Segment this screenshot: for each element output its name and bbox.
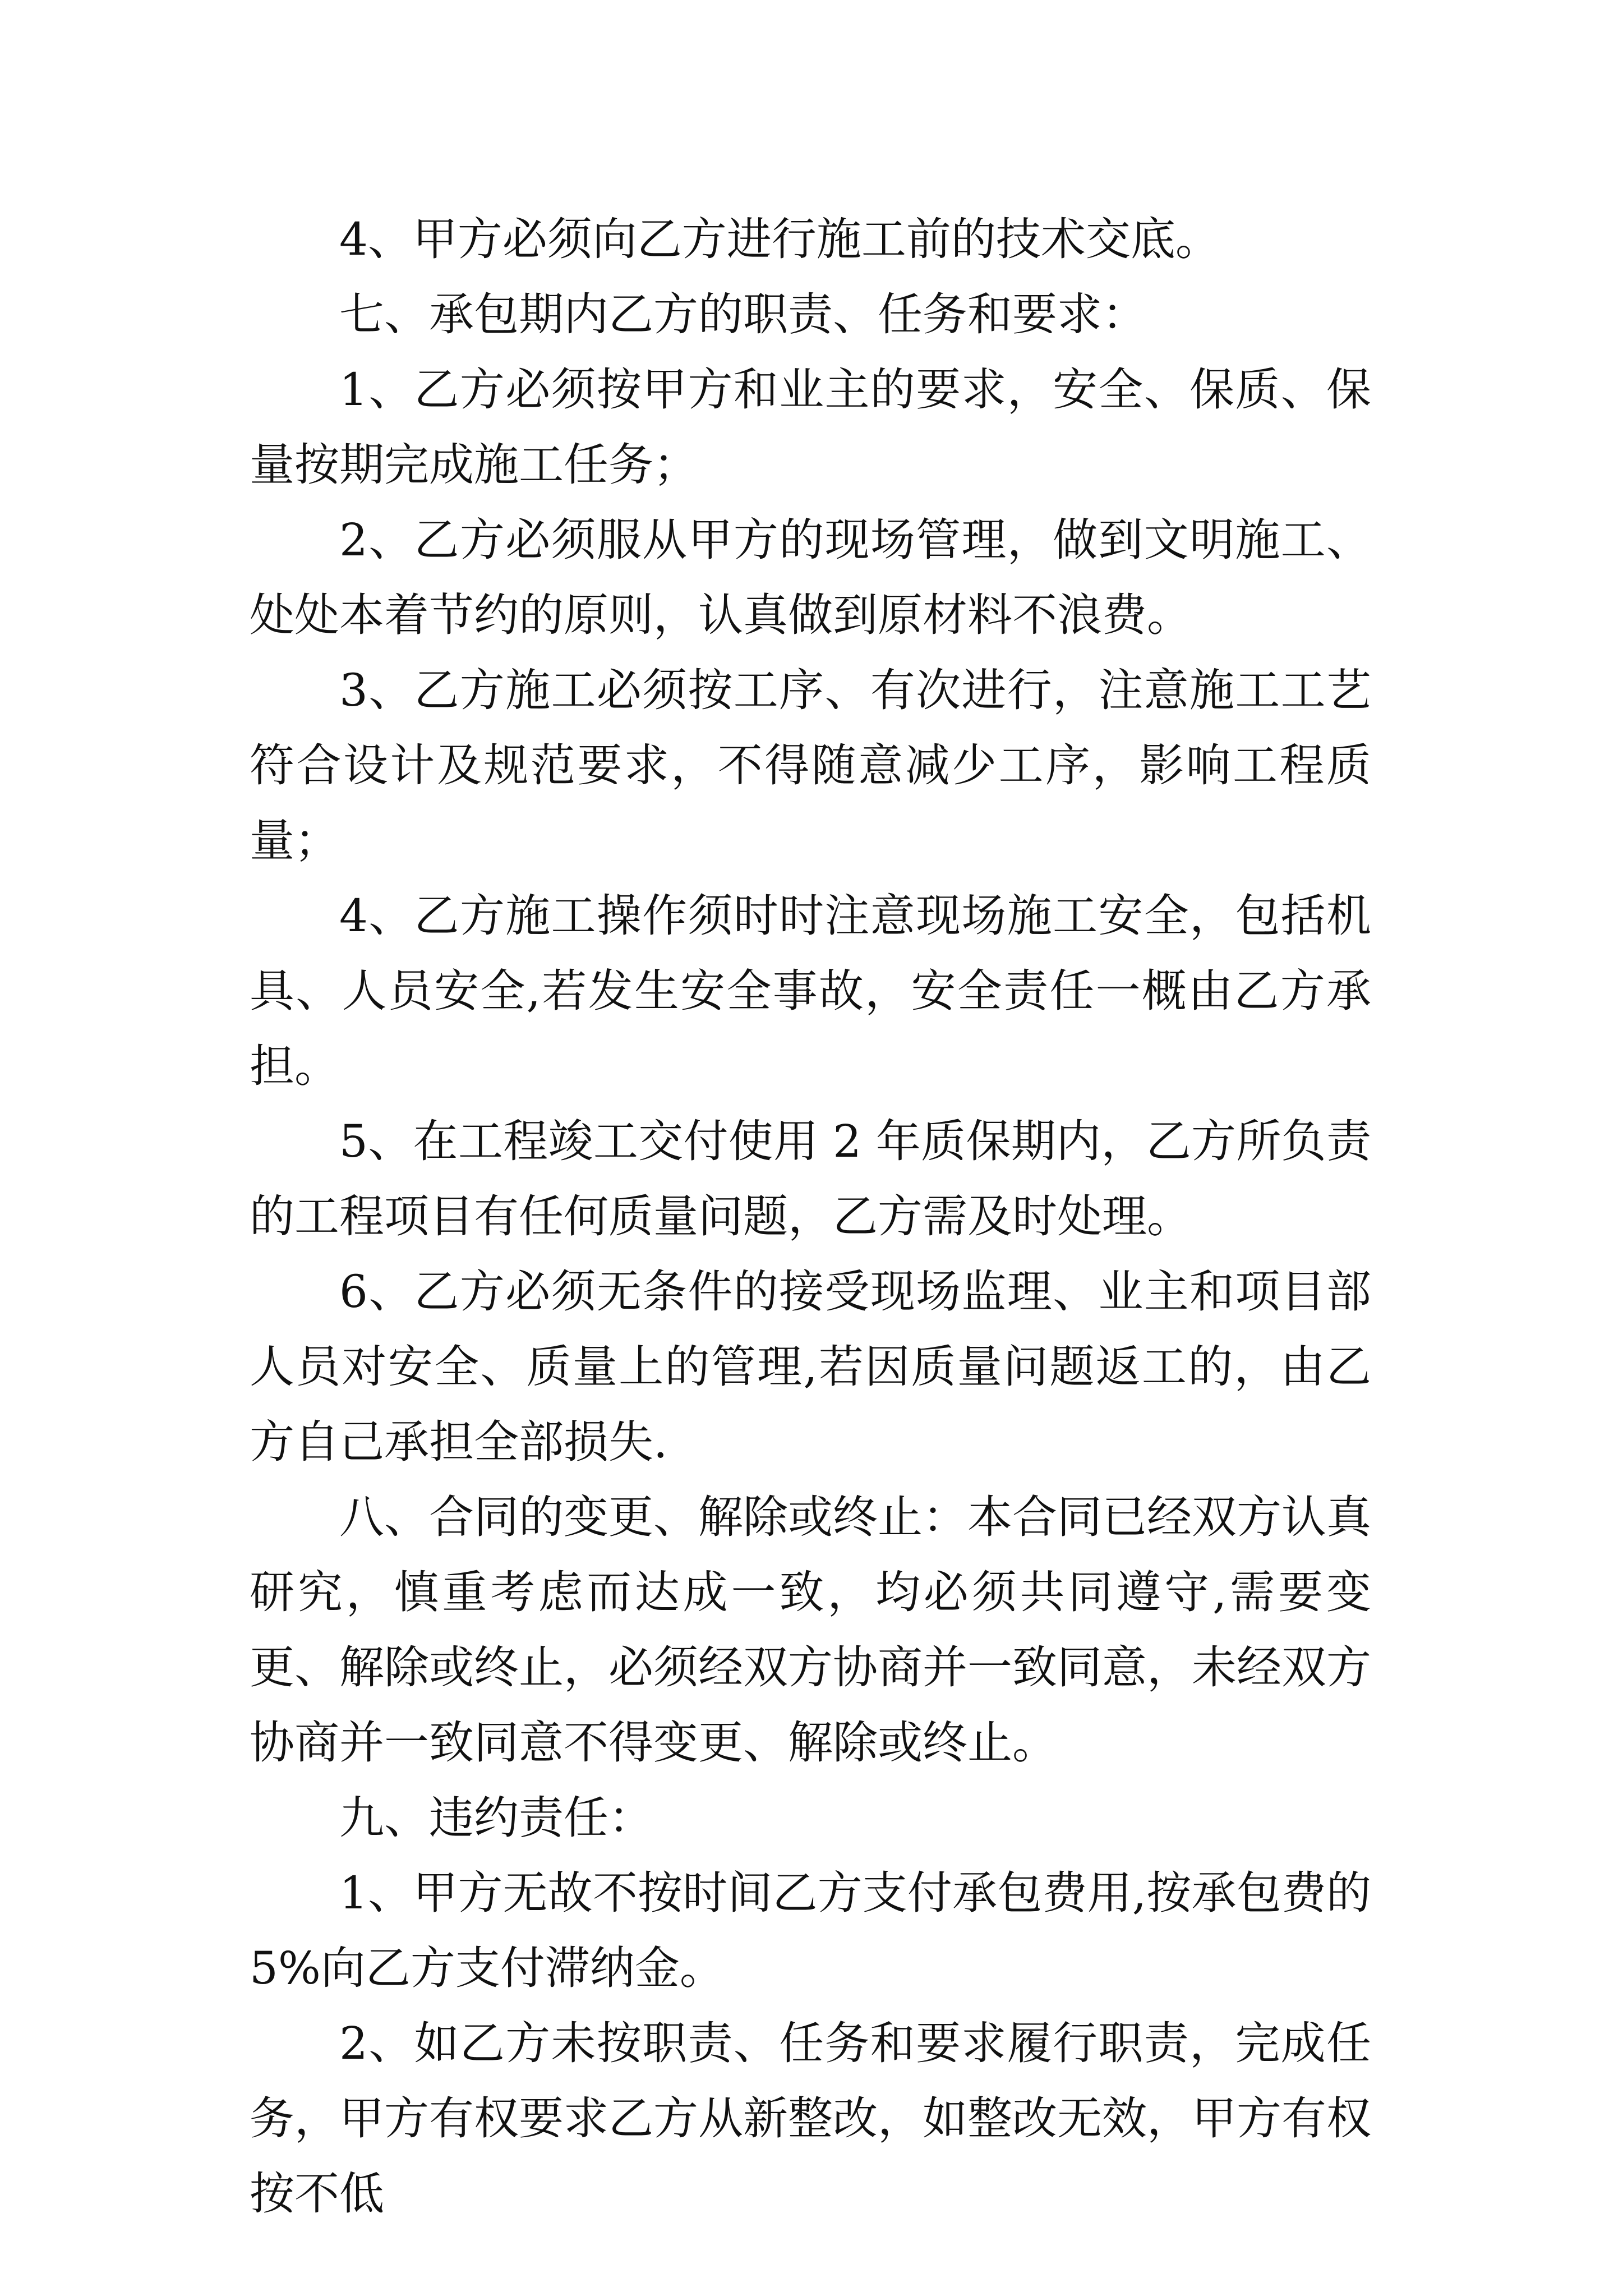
paragraph-duty-4: 4、乙方施工操作须时时注意现场施工安全，包括机具、人员安全,若发生安全事故，安全责任一概由乙方承担。 bbox=[250, 890, 1371, 1092]
paragraph-duty-2: 2、乙方必须服从甲方的现场管理，做到文明施工、处处本着节约的原则，认真做到原材料不浪费。 bbox=[250, 514, 1371, 641]
paragraph-duty-1: 1、乙方必须按甲方和业主的要求，安全、保质、保量按期完成施工任务； bbox=[250, 364, 1371, 491]
paragraph-liability-2: 2、如乙方未按职责、任务和要求履行职责，完成任务，甲方有权要求乙方从新整改，如整改无效，甲方有权按不低 bbox=[250, 2017, 1371, 2220]
paragraph-duty-3: 3、乙方施工必须按工序、有次进行，注意施工工艺符合设计及规范要求，不得随意减少工序，影响工程质量； bbox=[250, 664, 1371, 867]
paragraph-liability-1: 1、甲方无故不按时间乙方支付承包费用,按承包费的 5%向乙方支付滞纳金。 bbox=[250, 1867, 1371, 1994]
paragraph-duty-5: 5、在工程竣工交付使用 2 年质保期内，乙方所负责的工程项目有任何质量问题，乙方需及时处理。 bbox=[250, 1115, 1371, 1243]
section-heading-seven: 七、承包期内乙方的职责、任务和要求： bbox=[339, 288, 1147, 341]
paragraph-technical-briefing: 4、甲方必须向乙方进行施工前的技术交底。 bbox=[339, 213, 1220, 265]
document-body bbox=[250, 202, 1371, 2231]
section-eight-contract-changes: 八、合同的变更、解除或终止：本合同已经双方认真研究，慎重考虑而达成一致，均必须共同遵守,需要变更、解除或终止，必须经双方协商并一致同意，未经双方协商并一致同意不得变更、解除或终止。 bbox=[250, 1491, 1371, 1769]
section-heading-nine: 九、违约责任： bbox=[339, 1792, 653, 1844]
paragraph-duty-6: 6、乙方必须无条件的接受现场监理、业主和项目部人员对安全、质量上的管理,若因质量问题返工的，由乙方自己承担全部损失. bbox=[250, 1266, 1371, 1468]
